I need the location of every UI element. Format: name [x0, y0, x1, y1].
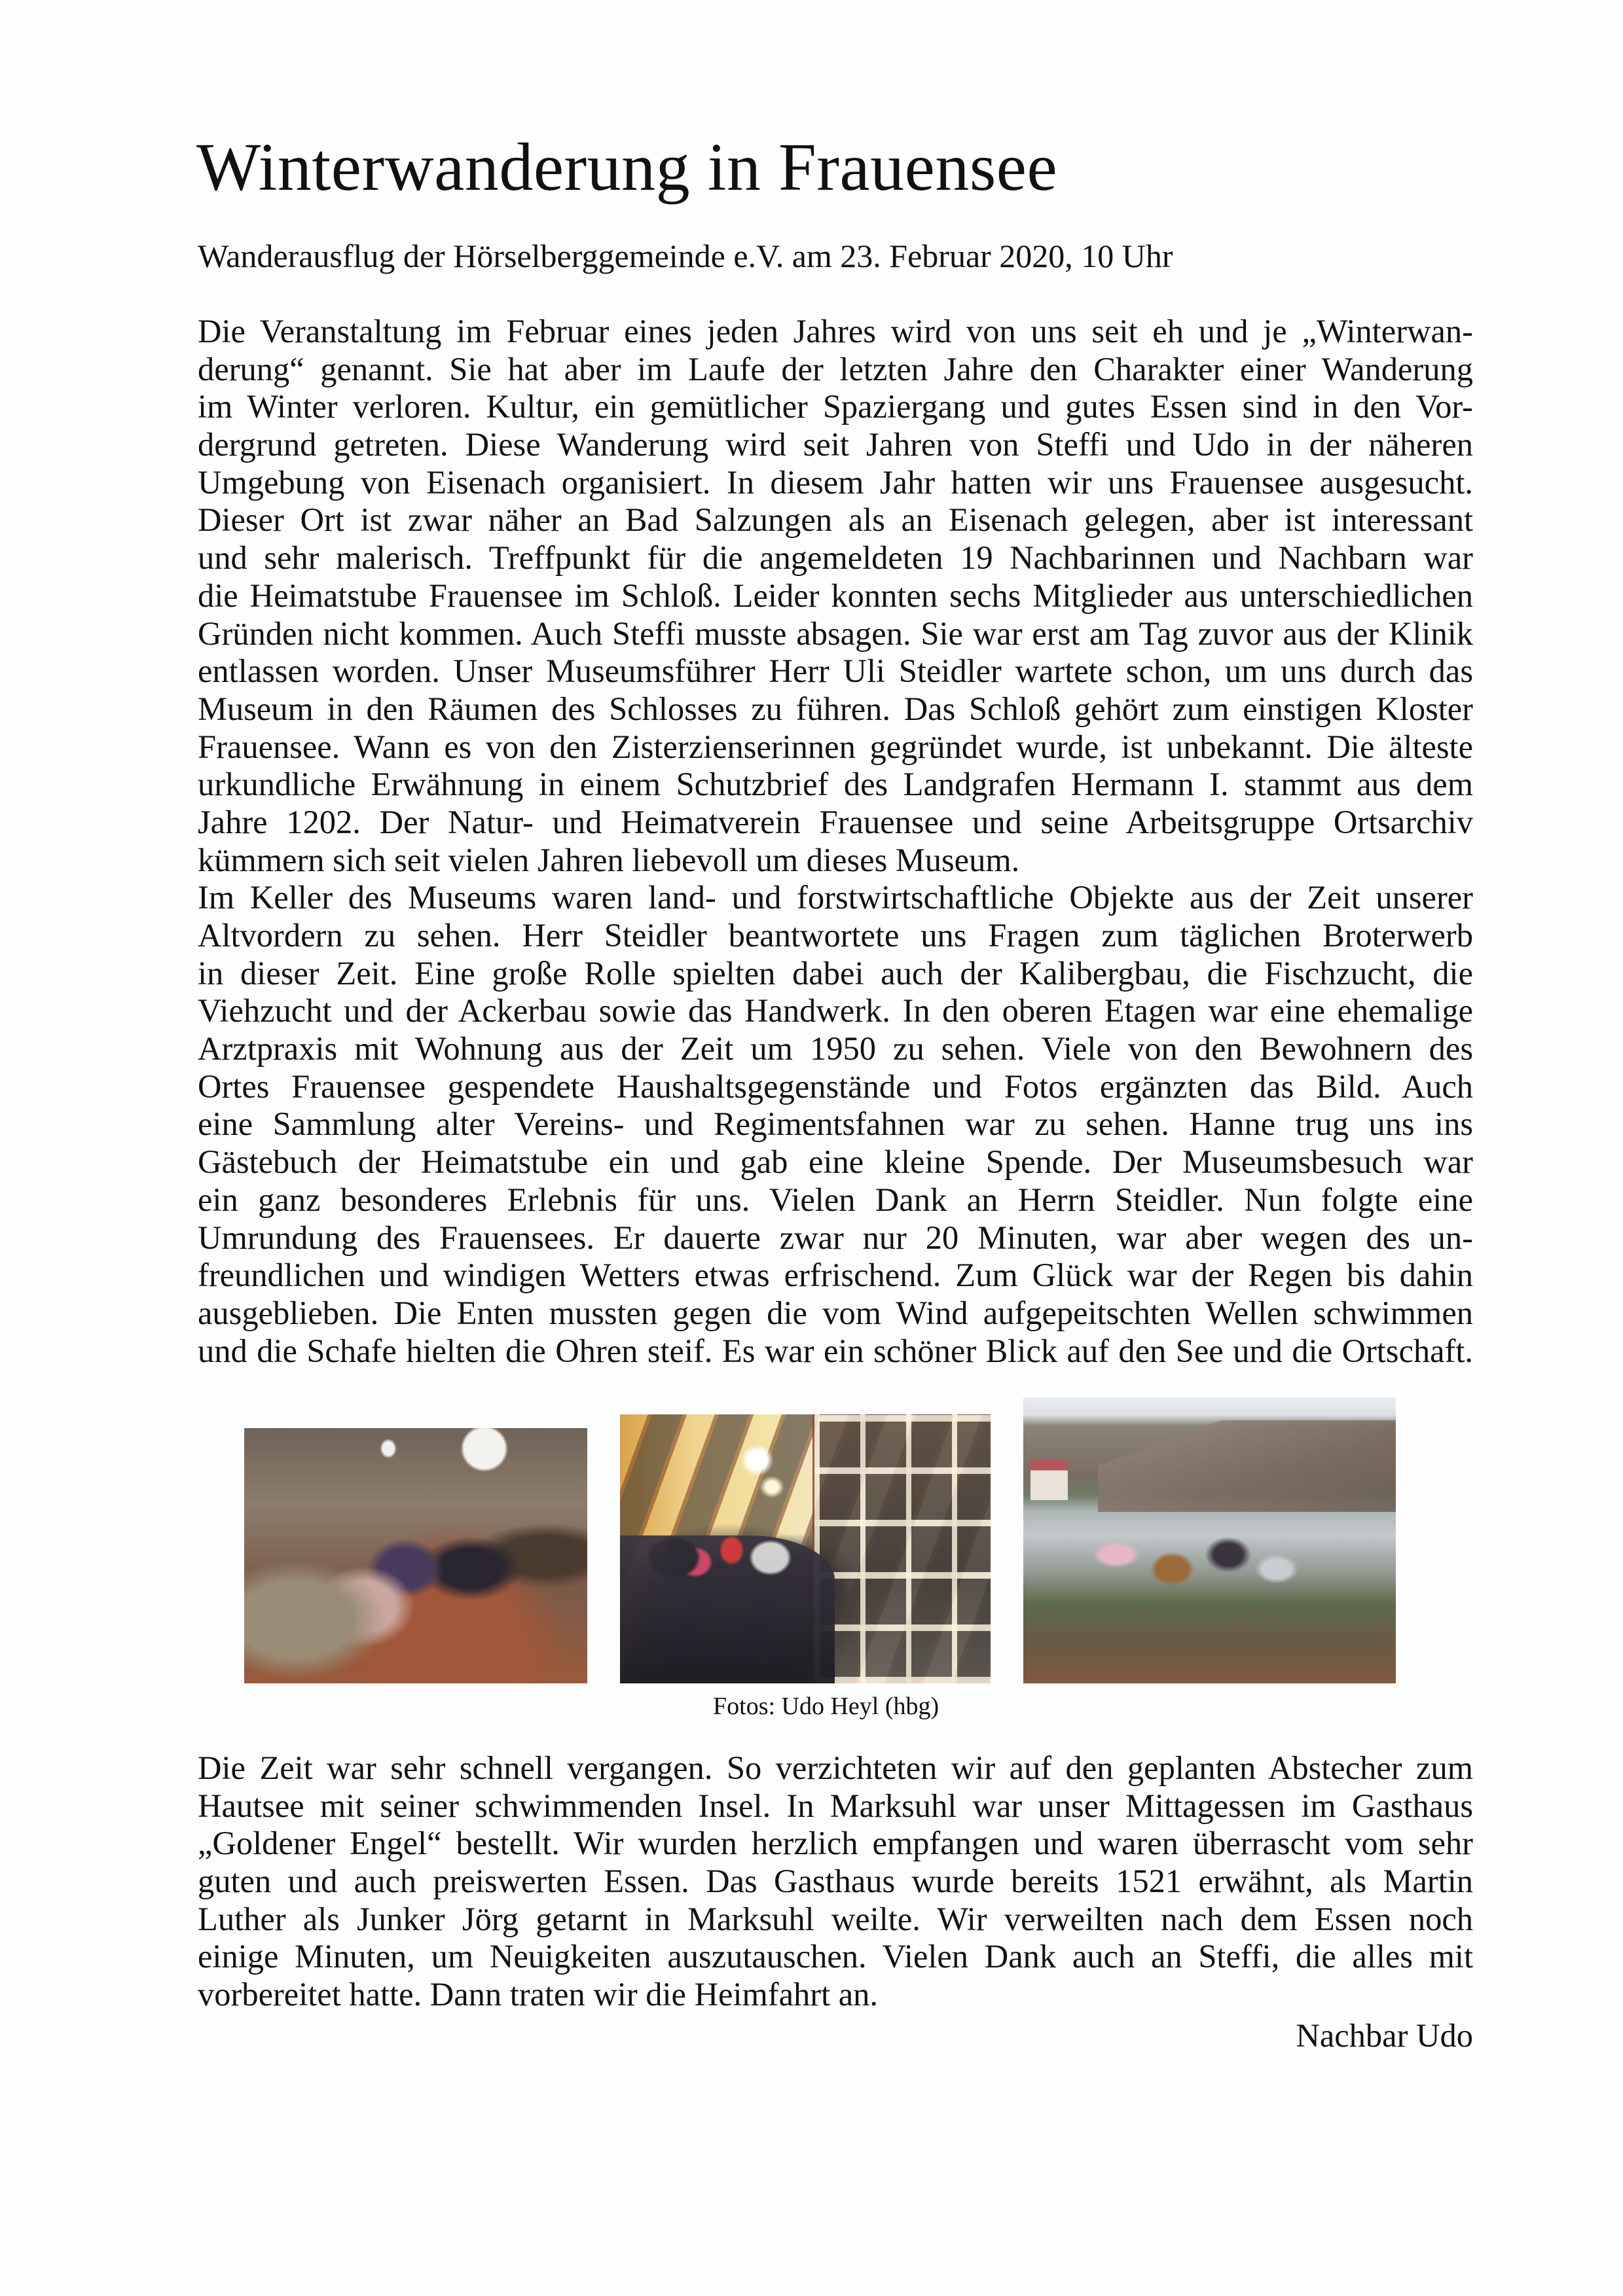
- text-line: die Heimatstube Frauensee im Schloß. Leider konnten sechs Mitglieder aus unterschiedlichen: [198, 577, 1473, 614]
- text-line: Gästebuch der Heimatstube ein und gab eine kleine Spende. Der Museumsbesuch war: [198, 1143, 1473, 1181]
- text-line: Altvordern zu sehen. Herr Steidler beantwortete uns Fragen zum täglichen Broterwerb: [198, 917, 1473, 954]
- text-line: Museum in den Räumen des Schlosses zu führen. Das Schloß gehört zum einstigen Kloster: [198, 690, 1473, 727]
- text-line: Umgebung von Eisenach organisiert. In diesem Jahr hatten wir uns Frauensee ausgesucht.: [198, 463, 1473, 501]
- photo-caption: Fotos: Udo Heyl (hbg): [713, 1693, 939, 1720]
- text-line: im Winter verloren. Kultur, ein gemütlicher Spaziergang und gutes Essen sind in den Vor-: [198, 388, 1473, 425]
- text-line: freundlichen und windigen Wetters etwas erfrischend. Zum Glück war der Regen bis dahin: [198, 1257, 1473, 1294]
- text-line: Umrundung des Frauensees. Er dauerte zwar nur 20 Minuten, war aber wegen des un-: [198, 1219, 1473, 1256]
- text-line: Im Keller des Museums waren land- und forstwirtschaftliche Objekte aus der Zeit unserer: [198, 879, 1473, 916]
- text-line: „Goldener Engel“ bestellt. Wir wurden herzlich empfangen und waren überrascht vom sehr: [198, 1825, 1473, 1862]
- article-subtitle: Wanderausflug der Hörselberggemeinde e.V. am 23. Februar 2020, 10 Uhr: [198, 238, 1173, 274]
- photo-museum-cellar: [244, 1428, 587, 1683]
- visitor-group: [620, 1535, 835, 1683]
- photo-museum-corridor: [620, 1414, 991, 1683]
- wooded-hill: [1098, 1420, 1396, 1512]
- text-line: Die Zeit war sehr schnell vergangen. So verzichteten wir auf den geplanten Abstecher zum: [198, 1749, 1473, 1786]
- text-line: in dieser Zeit. Eine große Rolle spielten dabei auch der Kalibergbau, die Fischzucht, die: [198, 954, 1473, 992]
- text-line: Hautsee mit seiner schwimmenden Insel. In Marksuhl war unser Mittagessen im Gasthaus: [198, 1787, 1473, 1824]
- text-line: Die Veranstaltung im Februar eines jeden Jahres wird von uns seit eh und je „Winterwan-: [198, 313, 1473, 350]
- text-line: Dieser Ort ist zwar näher an Bad Salzungen als an Eisenach gelegen, aber ist interessant: [198, 501, 1473, 539]
- photo-lakeshore: [1023, 1397, 1396, 1683]
- text-line: vorbereitet hatte. Dann traten wir die Heimfahrt an.: [198, 1976, 879, 2013]
- text-line: Gründen nicht kommen. Auch Steffi musste absagen. Sie war erst am Tag zuvor aus der Klinik: [198, 615, 1473, 652]
- text-line: und sehr malerisch. Treffpunkt für die angemeldeten 19 Nachbarinnen und Nachbarn war: [198, 539, 1473, 577]
- text-line: kümmern sich seit vielen Jahren liebevoll um dieses Museum.: [198, 841, 1020, 878]
- text-line: derung“ genannt. Sie hat aber im Laufe der letzten Jahre den Charakter einer Wanderung: [198, 350, 1473, 387]
- text-line: urkundliche Erwähnung in einem Schutzbrief des Landgrafen Hermann I. stammt aus dem: [198, 766, 1473, 803]
- framed-photos-wall: [812, 1414, 991, 1683]
- text-line: ausgeblieben. Die Enten mussten gegen die vom Wind aufgepeitschten Wellen schwimmen: [198, 1294, 1473, 1331]
- body-text-main: [198, 313, 1473, 1370]
- text-line: entlassen worden. Unser Museumsführer Herr Uli Steidler wartete schon, um uns durch das: [198, 653, 1473, 690]
- village-house: [1030, 1460, 1068, 1500]
- text-line: Jahre 1202. Der Natur- und Heimatverein Frauensee und seine Arbeitsgruppe Ortsarchiv: [198, 803, 1473, 840]
- text-line: Luther als Junker Jörg getarnt in Marksuhl weilte. Wir verweilten nach dem Essen noch: [198, 1900, 1473, 1937]
- text-line: Frauensee. Wann es von den Zisterzienserinnen gegründet wurde, ist unbekannt. Die älteste: [198, 728, 1473, 765]
- author-signature: Nachbar Udo: [1296, 2017, 1473, 2054]
- article-title: Winterwanderung in Frauensee: [196, 130, 1058, 205]
- body-text-closing: [198, 1749, 1473, 2014]
- text-line: guten und auch preiswerten Essen. Das Gasthaus wurde bereits 1521 erwähnt, als Martin: [198, 1863, 1473, 1900]
- text-line: Viehzucht und der Ackerbau sowie das Handwerk. In den oberen Etagen war eine ehemalige: [198, 992, 1473, 1030]
- text-line: Arztpraxis mit Wohnung aus der Zeit um 1950 zu sehen. Viele von den Bewohnern des: [198, 1030, 1473, 1067]
- text-line: Ortes Frauensee gespendete Haushaltsgegenstände und Fotos ergänzten das Bild. Auch: [198, 1067, 1473, 1105]
- text-line: einige Minuten, um Neuigkeiten auszutauschen. Vielen Dank auch an Steffi, die alles mit: [198, 1938, 1473, 1975]
- text-line: ein ganz besonderes Erlebnis für uns. Vielen Dank an Herrn Steidler. Nun folgte eine: [198, 1181, 1473, 1218]
- text-line: dergrund getreten. Diese Wanderung wird seit Jahren von Steffi und Udo in der näheren: [198, 426, 1473, 463]
- text-line: eine Sammlung alter Vereins- und Regimentsfahnen war zu sehen. Hanne trug uns ins: [198, 1105, 1473, 1143]
- text-line: und die Schafe hielten die Ohren steif. Es war ein schöner Blick auf den See und die Ortschaft.: [198, 1332, 1473, 1369]
